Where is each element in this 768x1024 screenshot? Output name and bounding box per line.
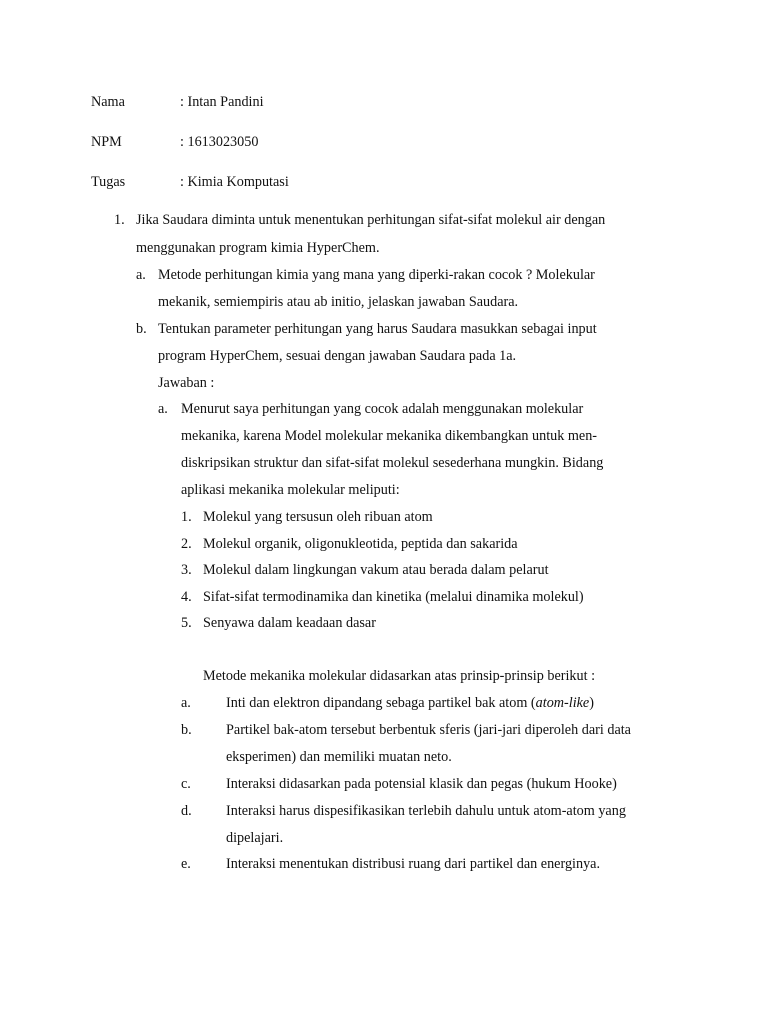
question-line-1: Jika Saudara diminta untuk menentukan perhitungan sifat-sifat molekul air dengan [136,212,606,228]
question-a-marker: a. [136,267,146,283]
application-number: 1. [181,509,192,525]
tugas-label: Tugas [91,174,126,190]
principle-a-text: Inti dan elektron dipandang sebaga partikel bak atom ( [226,695,536,711]
nama-label: Nama [91,94,125,110]
application-number: 5. [181,615,192,631]
principle-a-marker: a. [181,695,191,711]
principle-a-italic: atom-like [535,695,590,711]
answer-a-line-1: Menurut saya perhitungan yang cocok adalah menggunakan molekular [181,401,584,417]
application-number: 2. [181,536,192,552]
principle-c-marker: c. [181,776,191,792]
principle-d-marker: d. [181,803,192,819]
npm-label: NPM [91,134,122,150]
principle-d-line-1: Interaksi harus dispesifikasikan terlebih dahulu untuk atom-atom yang [226,803,626,819]
answer-a-marker: a. [158,401,168,417]
application-item: Sifat-sifat termodinamika dan kinetika (melalui dinamika molekul) [203,589,584,605]
principle-b-line-2: eksperimen) dan memiliki muatan neto. [226,749,452,765]
application-item: Molekul dalam lingkungan vakum atau berada dalam pelarut [203,562,549,578]
question-b-line-2: program HyperChem, sesuai dengan jawaban Saudara pada 1a. [158,348,517,364]
tugas-value: : Kimia Komputasi [180,174,289,190]
answer-a-line-4: aplikasi mekanika molekular meliputi: [181,482,400,498]
question-a-line-2: mekanik, semiempiris atau ab initio, jelaskan jawaban Saudara. [158,294,519,310]
question-b-marker: b. [136,321,147,337]
application-number: 3. [181,562,192,578]
application-item: Senyawa dalam keadaan dasar [203,615,376,631]
principle-b-marker: b. [181,722,192,738]
answer-a-line-3: diskripsikan struktur dan sifat-sifat molekul sesederhana mungkin. Bidang [181,455,604,471]
principle-a [226,696,594,710]
principle-e: Interaksi menentukan distribusi ruang dari partikel dan energinya. [226,856,601,872]
question-line-2: menggunakan program kimia HyperChem. [136,240,380,256]
principles-intro: Metode mekanika molekular didasarkan atas prinsip-prinsip berikut : [203,668,596,684]
application-item: Molekul organik, oligonukleotida, peptida dan sakarida [203,536,518,552]
nama-value: : Intan Pandini [180,94,264,110]
principle-c: Interaksi didasarkan pada potensial klasik dan pegas (hukum Hooke) [226,776,617,792]
answer-heading: Jawaban : [158,375,215,391]
principle-d-line-2: dipelajari. [226,830,284,846]
principle-e-marker: e. [181,856,191,872]
principle-b-line-1: Partikel bak-atom tersebut berbentuk sferis (jari-jari diperoleh dari data [226,722,631,738]
application-number: 4. [181,589,192,605]
question-number: 1. [114,212,125,228]
question-a-line-1: Metode perhitungan kimia yang mana yang diperki-rakan cocok ? Molekular [158,267,595,283]
answer-a-line-2: mekanika, karena Model molekular mekanika dikembangkan untuk men- [181,428,598,444]
principle-a-close: ) [589,695,594,711]
question-b-line-1: Tentukan parameter perhitungan yang harus Saudara masukkan sebagai input [158,321,597,337]
npm-value: : 1613023050 [180,134,259,150]
application-item: Molekul yang tersusun oleh ribuan atom [203,509,433,525]
